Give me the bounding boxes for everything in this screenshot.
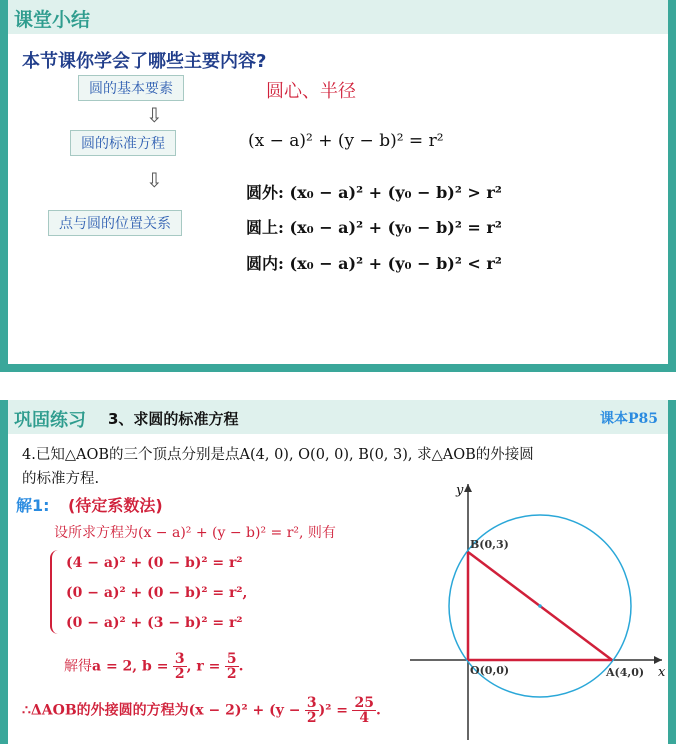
solve-r-num: 5: [226, 651, 237, 667]
problem-line-1: 4.已知△AOB的三个顶点分别是点A(4, 0), O(0, 0), B(0, 3), 求△AOB的外接圆: [22, 447, 534, 463]
label-point-o: O(0,0): [470, 664, 510, 677]
system-brace: [50, 550, 62, 634]
solve-b-num: 3: [174, 651, 185, 667]
standard-equation: (x − a)² + (y − b)² = r²: [248, 131, 444, 151]
circle-graph: [400, 480, 670, 744]
topic-box-elements: 圆的基本要素: [78, 75, 184, 101]
practice-slide: [0, 400, 676, 744]
practice-subtitle: 3、求圆的标准方程: [108, 410, 239, 428]
conclusion-frac: [305, 696, 319, 725]
relation-on-expr: (x₀ − a)² + (y₀ − b)² = r²: [289, 218, 502, 237]
relation-outside: [246, 180, 502, 203]
relation-inside: [246, 251, 502, 274]
solve-r-fraction: [225, 652, 239, 681]
textbook-reference: 课本P85: [599, 411, 658, 427]
conclusion-rhs-num: 25: [354, 695, 374, 711]
relation-outside-expr: (x₀ − a)² + (y₀ − b)² > r²: [289, 183, 502, 202]
conclusion: ∴ΔAOB的外接圆的方程为(x − 2)² + (y − $\frac{3}{2}$ )² = $\frac{25}{4}$ .: [22, 695, 381, 726]
circle-center: [538, 604, 542, 608]
relation-on: [246, 215, 502, 238]
summary-question: 本节课你学会了哪些主要内容?: [22, 51, 267, 72]
solve-r-label: , r =: [186, 658, 221, 675]
solve-r-den: 2: [226, 666, 237, 682]
practice-header: [8, 400, 668, 434]
conclusion-prefix: ∴ΔAOB的外接圆的方程为(x − 2)² + (y −: [22, 702, 301, 719]
conclusion-rhs: [352, 696, 375, 725]
down-arrow-icon: ⇩: [146, 168, 163, 192]
label-point-b: B(0,3): [470, 538, 509, 551]
system-eq-2: (0 − a)² + (0 − b)² = r²,: [66, 585, 248, 601]
y-axis-arrow-icon: [464, 484, 472, 492]
y-axis-label: y: [456, 483, 464, 498]
summary-title: 课堂小结: [14, 9, 91, 31]
topic-box-standard-equation: 圆的标准方程: [70, 130, 176, 156]
x-axis-arrow-icon: [654, 656, 662, 664]
conclusion-mid: )² =: [318, 702, 349, 719]
relation-on-prefix: 圆上:: [246, 218, 284, 237]
relation-outside-prefix: 圆外:: [246, 183, 284, 202]
practice-title: 巩固练习: [14, 410, 86, 431]
topic-box-point-circle: 点与圆的位置关系: [48, 210, 182, 236]
solve-prefix: 解得: [64, 658, 92, 675]
solution-setup: 设所求方程为(x − a)² + (y − b)² = r², 则有: [54, 525, 336, 541]
solution-label: 解1:: [16, 496, 50, 515]
relation-inside-expr: (x₀ − a)² + (y₀ − b)² < r²: [289, 254, 502, 273]
slide-gap: [0, 372, 676, 400]
label-point-a: A(4,0): [606, 666, 645, 679]
solve-b-den: 2: [174, 666, 185, 682]
solution-method: (待定系数法): [68, 496, 163, 515]
system-eq-1: (4 − a)² + (0 − b)² = r²: [66, 555, 243, 571]
system-eq-3: (0 − a)² + (3 − b)² = r²: [66, 615, 243, 631]
topic-content-elements: 圆心、半径: [266, 81, 356, 102]
solution-values: 解得a = 2, b = $\frac{3}{2}$ , r = $\frac{5}{2}$ .: [64, 651, 244, 682]
down-arrow-icon: ⇩: [146, 103, 163, 127]
conclusion-frac-den: 2: [306, 710, 317, 726]
solve-b-fraction: [173, 652, 187, 681]
solve-a: a = 2, b =: [92, 658, 169, 675]
x-axis-label: x: [658, 665, 666, 680]
conclusion-rhs-den: 4: [359, 710, 370, 726]
summary-header: [8, 0, 668, 34]
conclusion-frac-num: 3: [306, 695, 317, 711]
relation-inside-prefix: 圆内:: [246, 254, 284, 273]
problem-line-2: 的标准方程.: [22, 471, 100, 487]
